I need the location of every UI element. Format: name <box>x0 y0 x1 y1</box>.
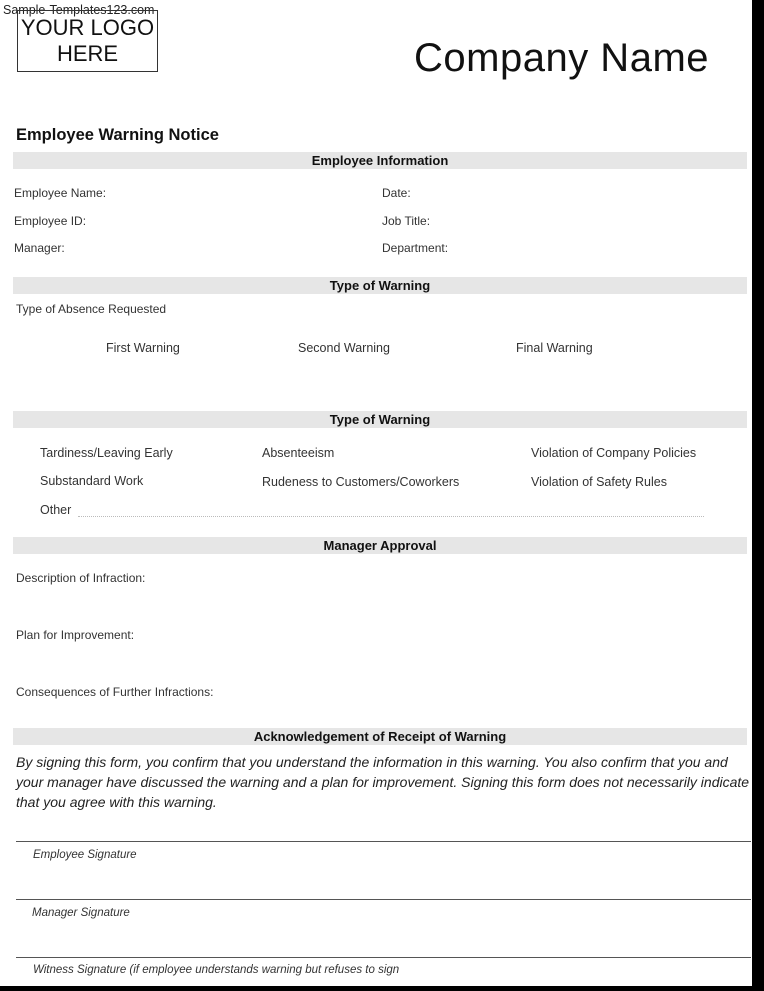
improvement-plan-label: Plan for Improvement: <box>16 628 135 642</box>
section-header-manager-approval: Manager Approval <box>13 537 747 554</box>
job-title-label: Job Title: <box>382 214 431 228</box>
employee-signature-label: Employee Signature <box>33 849 137 861</box>
final-warning-option[interactable]: Final Warning <box>516 341 593 355</box>
acknowledgement-text: By signing this form, you confirm that you understand the information in this warning. You also confirm that you and your manager have discussed the warning and a plan for improvement. Signing this form does not necessarily indicate that you agree with this warning. <box>16 754 750 810</box>
rudeness-option[interactable]: Rudeness to Customers/Coworkers <box>262 475 460 489</box>
company-name: Company Name <box>414 36 710 80</box>
absenteeism-option[interactable]: Absenteeism <box>262 446 335 460</box>
manager-signature-line[interactable] <box>16 899 751 900</box>
absence-type-prompt: Type of Absence Requested <box>16 302 167 316</box>
section-header-warning-type: Type of Warning <box>13 411 747 428</box>
other-input-line[interactable] <box>78 516 704 517</box>
manager-signature-label: Manager Signature <box>32 907 130 919</box>
section-header-acknowledgement: Acknowledgement of Receipt of Warning <box>13 728 747 745</box>
consequences-label: Consequences of Further Infractions: <box>16 685 214 699</box>
other-label: Other <box>40 503 72 517</box>
employee-id-label: Employee ID: <box>14 214 87 228</box>
substandard-work-option[interactable]: Substandard Work <box>40 474 144 488</box>
description-label: Description of Infraction: <box>16 571 146 585</box>
employee-name-label: Employee Name: <box>14 186 107 200</box>
witness-signature-label: Witness Signature (if employee understands warning but refuses to sign <box>33 964 400 976</box>
date-label: Date: <box>382 186 411 200</box>
company-policy-violation-option[interactable]: Violation of Company Policies <box>531 446 697 460</box>
section-header-employee-information: Employee Information <box>13 152 747 169</box>
safety-rules-violation-option[interactable]: Violation of Safety Rules <box>531 475 667 489</box>
first-warning-option[interactable]: First Warning <box>106 341 180 355</box>
logo-placeholder <box>17 10 158 72</box>
manager-label: Manager: <box>14 241 65 255</box>
department-label: Department: <box>382 241 449 255</box>
employee-signature-line[interactable] <box>16 841 751 842</box>
section-header-warning-level: Type of Warning <box>13 277 747 294</box>
logo-text: YOUR LOGO HERE <box>20 15 155 66</box>
second-warning-option[interactable]: Second Warning <box>298 341 390 355</box>
watermark-text: Sample-Templates123.com <box>3 3 155 17</box>
tardiness-option[interactable]: Tardiness/Leaving Early <box>40 446 173 460</box>
witness-signature-line[interactable] <box>16 957 751 958</box>
document-title: Employee Warning Notice <box>16 126 219 144</box>
